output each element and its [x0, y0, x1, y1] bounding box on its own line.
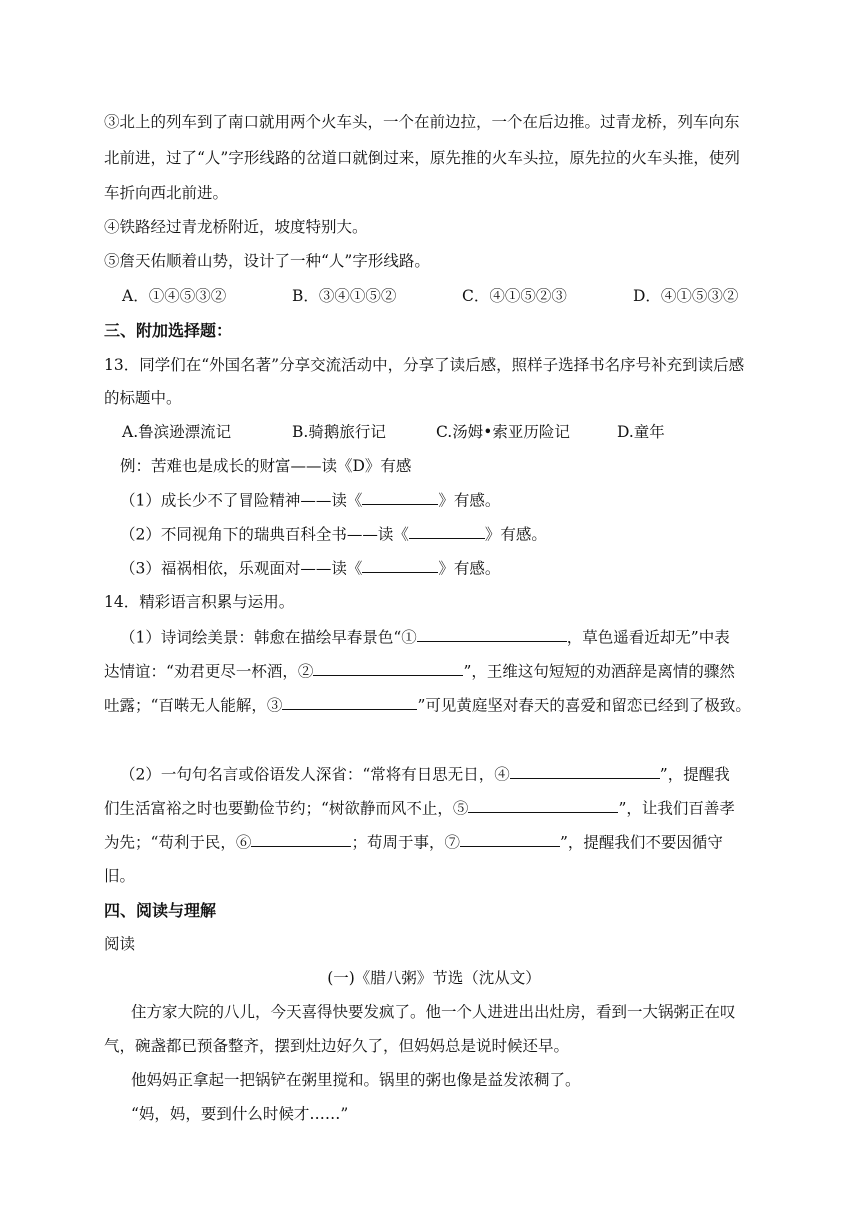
q13-line1: 13．同学们在“外国名著”分享交流活动中，分享了读后感，照样子选择书名序号补充到读后感: [104, 356, 745, 374]
q14-p1-l2-text-b: ”，王维这句短短的劝酒辞是离情的骤然: [463, 662, 735, 681]
q14-p1-line2: [104, 659, 735, 681]
q14-p1-l1-text-a: （1）诗词绘美景：韩愈在描绘早春景色“①: [120, 628, 417, 647]
q14-p2-l3-text-a: 为先；“苟利于民，⑥: [104, 833, 252, 852]
reading-title: (一)《腊八粥》节选（沈从文）: [327, 969, 541, 987]
q14-p1-l1-text-b: ，草色遥看近却无”中表: [566, 628, 730, 647]
q12-option-b[interactable]: B．③④①⑤②: [292, 287, 397, 305]
q14-blank-4[interactable]: [510, 762, 660, 779]
q13-item-1-prefix: （1）成长少不了冒险精神——读《: [120, 491, 363, 510]
q13-answer-3-blank[interactable]: [362, 556, 438, 573]
q12-item3-line2: 北前进，过了“人”字形线路的岔道口就倒过来，原先推的火车头拉，原先拉的火车头推，使列: [104, 149, 740, 167]
q14-blank-2[interactable]: [313, 659, 463, 676]
q13-item-2-prefix: （2）不同视角下的瑞典百科全书——读《: [120, 525, 409, 544]
q14-blank-5[interactable]: [468, 796, 618, 813]
q14-p1-l3-text-a: 吐露；“百啭无人能解，③: [104, 696, 283, 715]
q14-p2-l3-text-c: ”，提醒我们不要因循守: [559, 833, 723, 852]
q14-blank-1[interactable]: [417, 625, 567, 642]
q12-item5: ⑤詹天佑顺着山势，设计了一种“人”字形线路。: [104, 252, 430, 270]
q14-p1-line1: [120, 625, 730, 647]
q12-option-a[interactable]: A．①④⑤③②: [122, 287, 227, 305]
q12-option-c[interactable]: C．④①⑤②③: [462, 287, 567, 305]
q13-book-d: D.童年: [617, 423, 665, 441]
q14-blank-7[interactable]: [460, 830, 560, 847]
q13-item-3-suffix: 》有感。: [438, 559, 501, 578]
q14-p2-line4: 旧。: [104, 867, 136, 885]
q12-item3-line1: ③北上的列车到了南口就用两个火车头，一个在前边拉，一个在后边推。过青龙桥，列车向东: [104, 113, 740, 131]
q13-answer-2-blank[interactable]: [409, 522, 485, 539]
q14-blank-6[interactable]: [251, 830, 351, 847]
q12-item4: ④铁路经过青龙桥附近，坡度特别大。: [104, 218, 368, 236]
q14-p2-l2-text-b: ”，让我们百善孝: [618, 799, 735, 818]
q14-p2-line2: [104, 796, 735, 818]
q13-item-2: [120, 522, 547, 544]
section4-sub: 阅读: [104, 935, 136, 953]
q13-item-1-suffix: 》有感。: [438, 491, 501, 510]
q13-book-b: B.骑鹅旅行记: [292, 423, 386, 441]
reading-p2: 他妈妈正拿起一把锅铲在粥里搅和。锅里的粥也像是益发浓稠了。: [131, 1071, 581, 1089]
q14-p1-l2-text-a: 达情谊：“劝君更尽一杯酒，②: [104, 662, 314, 681]
q14-title: 14．精彩语言积累与运用。: [104, 593, 295, 611]
reading-p3: “妈，妈，要到什么时候才……”: [131, 1105, 349, 1123]
q13-item-3-prefix: （3）福祸相依，乐观面对——读《: [120, 559, 363, 578]
q14-p2-l1-text-a: （2）一句句名言或俗语发人深省：“常将有日思无日，④: [120, 765, 510, 784]
q13-book-a: A.鲁滨逊漂流记: [122, 423, 232, 441]
q13-item-1: [120, 488, 500, 510]
q13-line2: 的标题中。: [104, 389, 182, 407]
q13-item-2-suffix: 》有感。: [484, 525, 547, 544]
reading-p1-line1: 住方家大院的八儿，今天喜得快要发疯了。他一个人进进出出灶房，看到一大锅粥正在叹: [131, 1003, 736, 1021]
q14-p2-l1-text-b: ”，提醒我: [659, 765, 730, 784]
q13-answer-1-blank[interactable]: [362, 488, 438, 505]
section4-heading: 四、阅读与理解: [104, 901, 217, 920]
q13-book-c: C.汤姆•索亚历险记: [436, 423, 570, 441]
reading-p1-line2: 气，碗盏都已预备整齐，摆到灶边好久了，但妈妈总是说时候还早。: [104, 1037, 570, 1055]
q14-p2-l2-text-a: 们生活富裕之时也要勤俭节约；“树欲静而风不止，⑤: [104, 799, 469, 818]
q14-blank-3[interactable]: [282, 693, 417, 710]
section3-heading: 三、附加选择题：: [104, 321, 233, 340]
q12-option-d[interactable]: D．④①⑤③②: [633, 287, 739, 305]
q13-example: 例：苦难也是成长的财富——读《D》有感: [120, 457, 412, 475]
q12-item3-line3: 车折向西北前进。: [104, 184, 229, 202]
q14-p2-line3: [104, 830, 723, 852]
q14-p1-line3: [104, 693, 751, 715]
q14-p1-l3-text-b: ”可见黄庭坚对春天的喜爱和留恋已经到了极致。: [417, 696, 751, 715]
q13-item-3: [120, 556, 500, 578]
q14-p2-l3-text-b: ；苟周于事，⑦: [351, 833, 460, 852]
q14-p2-line1: [120, 762, 730, 784]
